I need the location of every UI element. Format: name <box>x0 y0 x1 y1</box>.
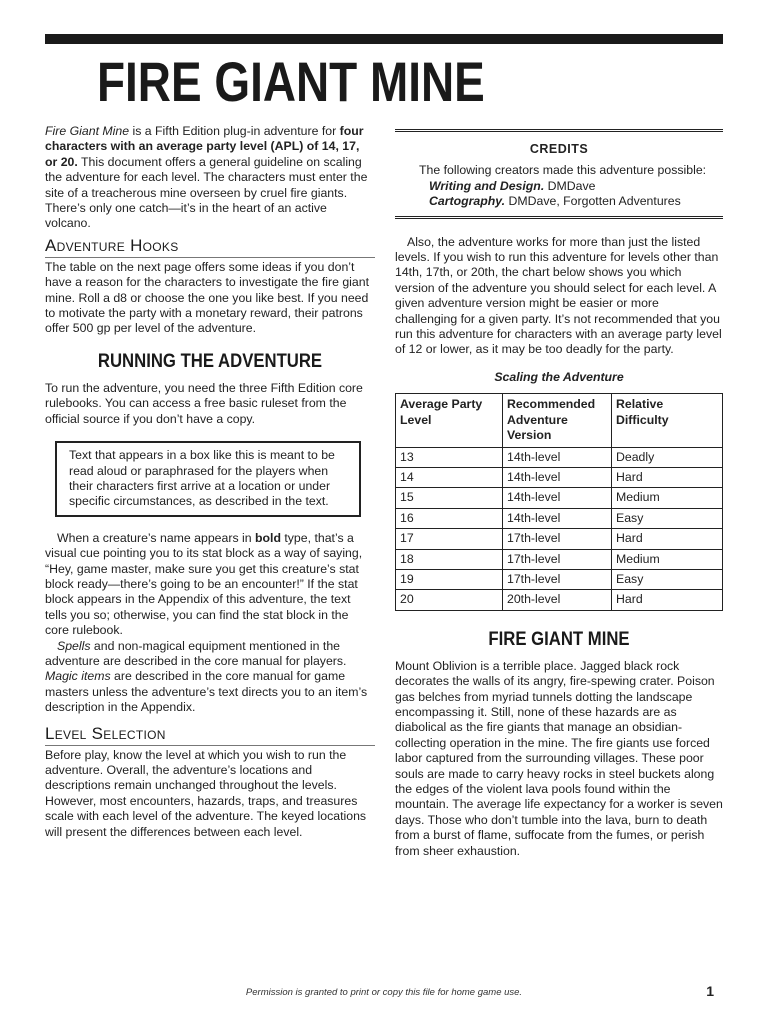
fire-giant-mine-heading: FIRE GIANT MINE <box>488 628 630 650</box>
table-caption: Scaling the Adventure <box>494 369 624 384</box>
level-selection-heading: Level Selection <box>45 724 375 746</box>
table-cell: 17th-level <box>503 549 612 569</box>
credit-names: DMDave, Forgotten Adventures <box>505 194 681 209</box>
credit-role: Writing and Design. <box>429 178 545 193</box>
running-adventure-body: To run the adventure, you need the three Fifth Edition core rulebooks. You can access a free basic ruleset from the official source if you don’t have a copy. <box>45 380 363 426</box>
table-row <box>396 508 723 528</box>
table-cell: 16 <box>396 508 503 528</box>
level-selection-body: Before play, know the level at which you wish to run the adventure. Overall, the adventure’s locations and descriptions remain unchanged throughout the levels. However, most encounters, hazards, traps, and treasures scale with each level of the adventure. The keyed locations will present the differences between each level. <box>45 747 367 839</box>
table-cell: 14th-level <box>503 467 612 487</box>
top-rule <box>45 34 723 44</box>
intro-text-1: is a Fifth Edition plug-in adventure for <box>129 124 340 138</box>
read-aloud-box <box>55 441 361 517</box>
spells-italic: Spells <box>57 638 91 653</box>
table-cell: 13 <box>396 447 503 467</box>
footer-permission: Permission is granted to print or copy this file for home game use. <box>245 987 523 998</box>
table-cell: Hard <box>612 467 723 487</box>
creature-bold: bold <box>255 530 281 545</box>
table-cell: Hard <box>612 590 723 610</box>
right-column <box>395 129 723 859</box>
fire-giant-mine-body: Mount Oblivion is a terrible place. Jagged black rock decorates the walls of its angry, fire-spewing crater. Poison gas belches from myriad tunnels dotting the landscape encompassing it. Still, none of these hazards are as diabolical as the fire giants that manage an obsidian-collecting operation in the mine. The fire giants use forced labor captured from the surrounding villages. These poor souls are made to carry heavy rocks in steel buckets along the edges of the violent lava pools found within the mountain. The average life expectancy for a worker is seven days. Those who don’t tumble into the lava, burn to death from a burst of flame, suffocate from the fumes, or perish from sheer exhaustion. <box>395 658 723 858</box>
table-cell: 17th-level <box>503 529 612 549</box>
table-cell: 20 <box>396 590 503 610</box>
table-cell: Easy <box>612 569 723 589</box>
left-column <box>45 124 375 840</box>
credit-line-cartography <box>429 194 713 209</box>
table-row <box>396 488 723 508</box>
intro-text-2: This document offers a general guideline on scaling the adventure for each level. The characters must enter the site of a treacherous mine overseen by cruel fire giants. There’s only one catch—it’s in the heart of an active volcano. <box>45 154 368 231</box>
scaling-table <box>395 393 723 610</box>
table-header-cell: Average Party Level <box>396 394 503 447</box>
page-number: 1 <box>706 983 714 999</box>
table-row <box>396 549 723 569</box>
magic-items-italic: Magic items <box>45 669 111 684</box>
adventure-hooks-heading: Adventure Hooks <box>45 236 375 258</box>
page-title: FIRE GIANT MINE <box>97 50 485 113</box>
table-cell: 19 <box>396 569 503 589</box>
table-row <box>396 447 723 467</box>
intro-paragraph <box>45 124 375 232</box>
table-cell: Hard <box>612 529 723 549</box>
creature-text-1: When a creature’s name appears in <box>57 530 255 545</box>
credit-role: Cartography. <box>429 194 506 209</box>
table-cell: Medium <box>612 549 723 569</box>
table-cell: 14th-level <box>503 508 612 528</box>
magic-items-text: are described in the core manual for game masters unless the adventure’s text directs you to an item’s description in the Appendix. <box>45 669 368 715</box>
credit-line-writing <box>429 179 713 194</box>
adventure-hooks-body: The table on the next page offers some ideas if you don’t have a reason for the characters to investigate the fire giant mine. Roll a d8 or choose the one you like best. If you need to motivate the party with a monetary reward, their patrons offer 500 gp per level of the adventure. <box>45 259 370 336</box>
intro-italic: Fire Giant Mine <box>45 124 130 138</box>
credits-intro: The following creators made this adventure possible: <box>419 163 707 178</box>
creature-paragraph <box>45 531 375 639</box>
table-cell: 14th-level <box>503 447 612 467</box>
table-cell: 17th-level <box>503 569 612 589</box>
table-row <box>396 467 723 487</box>
table-cell: 14th-level <box>503 488 612 508</box>
table-cell: Deadly <box>612 447 723 467</box>
intro-bold: four characters with an average party level (APL) of 14, 17, or 20. <box>45 124 364 169</box>
table-row <box>396 569 723 589</box>
credits-box <box>395 129 723 219</box>
table-cell: 17 <box>396 529 503 549</box>
spells-paragraph <box>45 639 375 716</box>
table-header-cell: Relative Difficulty <box>612 394 723 447</box>
table-cell: Medium <box>612 488 723 508</box>
table-cell: 20th-level <box>503 590 612 610</box>
table-cell: 15 <box>396 488 503 508</box>
table-row <box>396 590 723 610</box>
read-aloud-text: Text that appears in a box like this is meant to be read aloud or paraphrased for the players when their characters first arrive at a location or under specific circumstances, as described in the text. <box>69 448 335 509</box>
spells-text: and non-magical equipment mentioned in the adventure are described in the core manual for players. <box>45 638 347 668</box>
table-row <box>396 529 723 549</box>
table-header-row <box>396 394 723 447</box>
credits-title: CREDITS <box>529 142 589 156</box>
table-cell: Easy <box>612 508 723 528</box>
creature-text-2: type, that’s a visual cue pointing you to its stat block as a way of saying, “Hey, game master, make sure you get this creature’s stat block ready—there’s going to be an encounter!” If the stat block appears in the Appendix of this adventure, the text tells you so; otherwise, you can find the stat block in the core rulebook. <box>45 530 363 638</box>
running-adventure-heading: RUNNING THE ADVENTURE <box>97 350 323 372</box>
table-cell: 18 <box>396 549 503 569</box>
table-header-cell: Recommended Adventure Version <box>503 394 612 447</box>
also-paragraph: Also, the adventure works for more than just the listed levels. If you wish to run this adventure for levels other than 14th, 17th, or 20th, the chart below shows you which version of the adventure you should select for each level. A given adventure version might be easier or more challenging for a given party. It’s not recommended that you run this adventure for characters with an average party level of 12 or lower, as it may be too deadly for the party. <box>395 234 722 357</box>
table-cell: 14 <box>396 467 503 487</box>
credit-names: DMDave <box>544 178 596 193</box>
